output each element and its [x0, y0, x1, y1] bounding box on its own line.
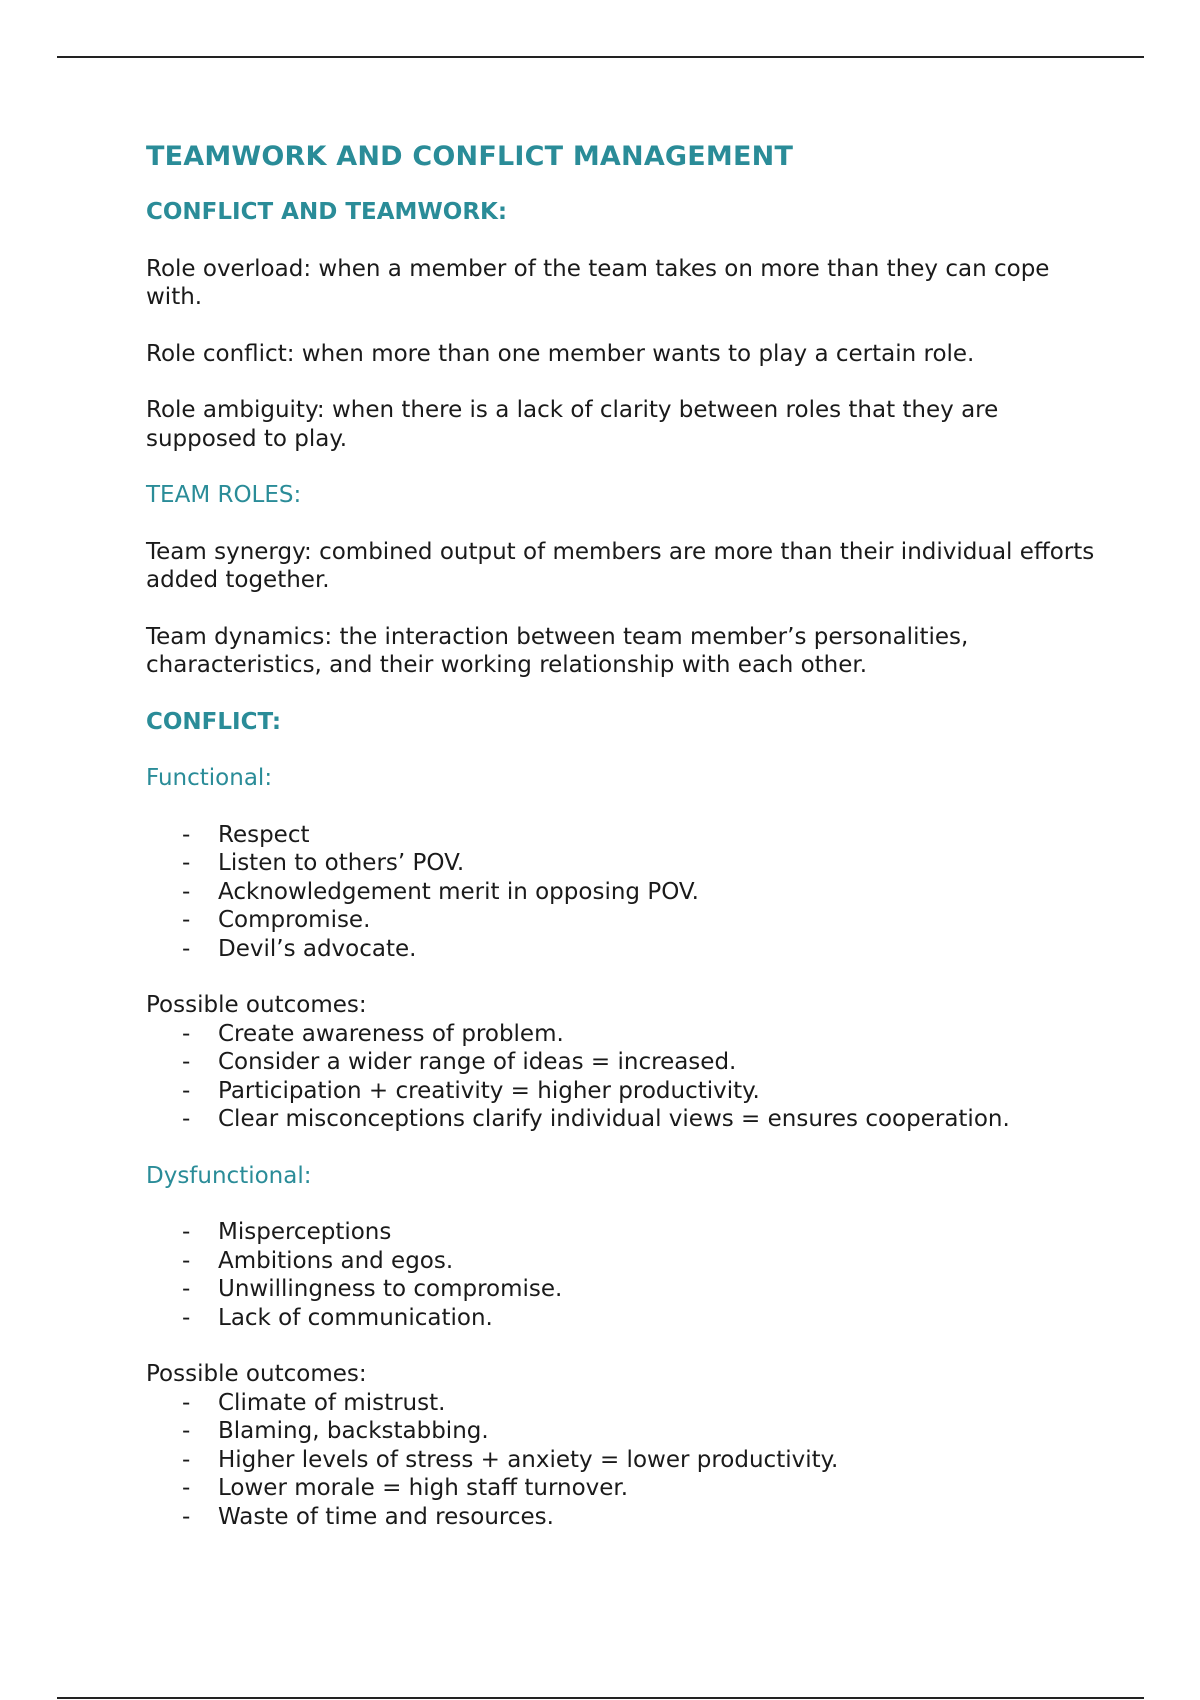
paragraph-role-conflict: Role conflict: when more than one member wants to play a certain role. [146, 340, 975, 367]
list-item: - Listen to others’ POV. [182, 850, 465, 876]
section-heading-team-roles: TEAM ROLES: [146, 482, 302, 508]
dash-bullet: - [182, 1446, 191, 1473]
dash-bullet: - [182, 1247, 191, 1274]
dash-bullet: - [182, 878, 191, 905]
paragraph-team-synergy: Team synergy: combined output of members are more than their individual efforts added together. [146, 538, 1095, 593]
dash-bullet: - [182, 907, 191, 933]
list-item: - Compromise. [182, 907, 371, 933]
dash-bullet: - [182, 935, 191, 962]
subheading-functional: Functional: [146, 765, 273, 791]
document-title: TEAMWORK AND CONFLICT MANAGEMENT [146, 141, 794, 172]
section-heading-conflict: CONFLICT: [146, 708, 282, 735]
dash-bullet: - [182, 821, 191, 848]
top-rule [57, 56, 1144, 58]
dash-bullet: - [182, 1077, 191, 1104]
list-item: - Misperceptions [182, 1219, 392, 1245]
list-item: - Acknowledgement merit in opposing POV. [182, 878, 699, 905]
dysfunctional-list [146, 1218, 1096, 1332]
paragraph-team-dynamics: Team dynamics: the interaction between team member’s personalities, characteristics, and their working relationship with each other. [146, 623, 969, 678]
list-item: - Lower morale = high staff turnover. [182, 1475, 629, 1501]
list-item: - Respect [182, 821, 310, 848]
paragraph-role-ambiguity: Role ambiguity: when there is a lack of clarity between roles that they are supposed to play. [146, 397, 999, 452]
dash-bullet: - [182, 1304, 191, 1331]
list-item: - Unwillingness to compromise. [182, 1276, 563, 1302]
list-item: - Clear misconceptions clarify individual views = ensures cooperation. [182, 1106, 1010, 1132]
subheading-dysfunctional: Dysfunctional: [146, 1162, 312, 1189]
dash-bullet: - [182, 850, 191, 876]
section-heading-conflict-and-teamwork: CONFLICT AND TEAMWORK: [146, 199, 508, 225]
dash-bullet: - [182, 1219, 191, 1245]
dash-bullet: - [182, 1049, 191, 1075]
list-item: - Create awareness of problem. [182, 1020, 564, 1047]
list-item: - Climate of mistrust. [182, 1389, 446, 1416]
list-item: - Higher levels of stress + anxiety = lower productivity. [182, 1446, 839, 1473]
list-item: - Participation + creativity = higher productivity. [182, 1077, 760, 1104]
paragraph-role-overload: Role overload: when a member of the team takes on more than they can cope with. [146, 255, 1050, 310]
dash-bullet: - [182, 1475, 191, 1501]
dash-bullet: - [182, 1020, 191, 1047]
dysfunctional-outcomes-list [146, 1389, 1096, 1532]
dash-bullet: - [182, 1418, 191, 1444]
list-item: - Blaming, backstabbing. [182, 1418, 489, 1444]
document-body [146, 140, 1096, 1559]
list-item: - Waste of time and resources. [182, 1503, 554, 1530]
functional-outcomes-list [146, 1020, 1096, 1134]
dash-bullet: - [182, 1276, 191, 1302]
dysfunctional-outcomes-label: Possible outcomes: [146, 1361, 367, 1387]
functional-outcomes-label: Possible outcomes: [146, 992, 367, 1018]
dash-bullet: - [182, 1106, 191, 1132]
functional-list [146, 821, 1096, 964]
list-item: - Consider a wider range of ideas = increased. [182, 1049, 737, 1075]
dash-bullet: - [182, 1389, 191, 1416]
list-item: - Ambitions and egos. [182, 1247, 454, 1274]
bottom-rule [57, 1697, 1144, 1699]
list-item: - Devil’s advocate. [182, 935, 417, 962]
dash-bullet: - [182, 1503, 191, 1530]
list-item: - Lack of communication. [182, 1304, 493, 1331]
